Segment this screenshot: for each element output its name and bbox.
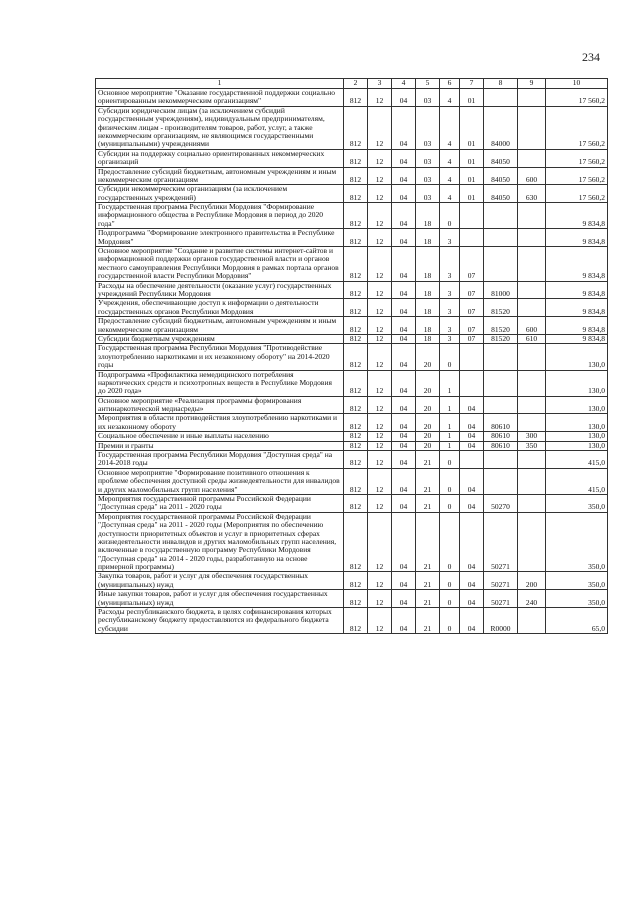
row-expense-type: [518, 494, 546, 512]
row-subprogram: 0: [440, 451, 460, 469]
header-cell: 5: [416, 79, 440, 89]
row-program: 20: [416, 432, 440, 441]
row-subsection: 04: [392, 149, 416, 167]
row-expense-type: [518, 281, 546, 299]
row-amount: 9 834,8: [546, 334, 608, 343]
row-expense-type: [518, 247, 546, 282]
row-subsection: 04: [392, 572, 416, 590]
row-direction: 80610: [484, 432, 518, 441]
row-section: 12: [368, 317, 392, 335]
row-ministry-code: 812: [344, 229, 368, 247]
table-row: [96, 317, 608, 335]
row-direction: [484, 89, 518, 107]
row-program: 18: [416, 203, 440, 229]
row-subprogram: 4: [440, 167, 460, 185]
row-section: 12: [368, 512, 392, 572]
row-section: 12: [368, 370, 392, 396]
row-measure: 04: [460, 572, 484, 590]
row-direction: 50270: [484, 494, 518, 512]
row-expense-type: [518, 89, 546, 107]
row-description: Субсидии юридическим лицам (за исключением субсидий государственным учреждениям), индивидуальным предпринимателям, физическим лицам - производителям товаров, работ, услуг, а также некоммерческим организациям, не являющимся государственными (муниципальными) учреждениями: [96, 106, 344, 149]
row-program: 20: [416, 441, 440, 450]
row-subsection: 04: [392, 512, 416, 572]
row-ministry-code: 812: [344, 608, 368, 634]
row-amount: 17 560,2: [546, 149, 608, 167]
table-row: [96, 149, 608, 167]
row-ministry-code: 812: [344, 167, 368, 185]
table-row: [96, 185, 608, 203]
row-direction: 84050: [484, 167, 518, 185]
row-direction: [484, 468, 518, 494]
row-subsection: 04: [392, 451, 416, 469]
row-measure: 04: [460, 414, 484, 432]
table-row: [96, 299, 608, 317]
row-subprogram: 0: [440, 344, 460, 370]
header-cell: 8: [484, 79, 518, 89]
row-subsection: 04: [392, 185, 416, 203]
row-subsection: 04: [392, 441, 416, 450]
table-row: [96, 396, 608, 414]
row-section: 12: [368, 149, 392, 167]
row-direction: 81520: [484, 299, 518, 317]
row-ministry-code: 812: [344, 299, 368, 317]
row-program: 21: [416, 608, 440, 634]
row-ministry-code: 812: [344, 572, 368, 590]
row-ministry-code: 812: [344, 494, 368, 512]
row-amount: 350,0: [546, 572, 608, 590]
header-cell: 4: [392, 79, 416, 89]
row-program: 21: [416, 494, 440, 512]
row-subsection: 04: [392, 608, 416, 634]
row-amount: 9 834,8: [546, 247, 608, 282]
row-section: 12: [368, 494, 392, 512]
table-row: [96, 432, 608, 441]
row-direction: 84000: [484, 106, 518, 149]
row-subsection: 04: [392, 432, 416, 441]
row-description: Основное мероприятие «Реализация программы формирования антинаркотической медиасреды»: [96, 396, 344, 414]
row-direction: [484, 451, 518, 469]
row-expense-type: [518, 106, 546, 149]
row-subprogram: 3: [440, 334, 460, 343]
row-subprogram: 4: [440, 185, 460, 203]
row-program: 21: [416, 451, 440, 469]
row-expense-type: 600: [518, 167, 546, 185]
row-measure: 04: [460, 512, 484, 572]
row-section: 12: [368, 451, 392, 469]
row-description: Основное мероприятие "Формирование позитивного отношения к проблеме обеспечения доступной среды жизнедеятельности для инвалидов и других маломобильных групп населения": [96, 468, 344, 494]
row-subsection: 04: [392, 414, 416, 432]
row-ministry-code: 812: [344, 317, 368, 335]
row-program: 21: [416, 590, 440, 608]
row-subprogram: 3: [440, 317, 460, 335]
row-section: 12: [368, 468, 392, 494]
row-measure: [460, 229, 484, 247]
header-cell: 2: [344, 79, 368, 89]
row-description: Государственная программа Республики Мордовия "Противодействие злоупотреблению наркотиками и их незаконному обороту" на 2014-2020 годы: [96, 344, 344, 370]
row-amount: 130,0: [546, 396, 608, 414]
row-section: 12: [368, 572, 392, 590]
row-measure: [460, 203, 484, 229]
row-expense-type: [518, 451, 546, 469]
row-description: Основное мероприятие "Создание и развитие системы интернет-сайтов и информационной поддержки органов государственной власти и органов местного самоуправления Республики Мордовия в рамках портала органов государственной власти Республики Мордовия": [96, 247, 344, 282]
row-program: 03: [416, 149, 440, 167]
row-ministry-code: 812: [344, 468, 368, 494]
row-direction: 81520: [484, 334, 518, 343]
row-amount: 9 834,8: [546, 281, 608, 299]
row-measure: [460, 370, 484, 396]
row-measure: 01: [460, 185, 484, 203]
row-section: 12: [368, 106, 392, 149]
row-program: 18: [416, 281, 440, 299]
row-ministry-code: 812: [344, 432, 368, 441]
row-subsection: 04: [392, 299, 416, 317]
row-expense-type: [518, 414, 546, 432]
row-program: 03: [416, 106, 440, 149]
row-measure: 01: [460, 149, 484, 167]
row-description: Мероприятия в области противодействия злоупотреблению наркотиками и их незаконному обороту: [96, 414, 344, 432]
row-amount: 130,0: [546, 432, 608, 441]
table-row: [96, 494, 608, 512]
row-section: 12: [368, 299, 392, 317]
row-direction: 80610: [484, 414, 518, 432]
row-section: 12: [368, 89, 392, 107]
row-amount: 9 834,8: [546, 299, 608, 317]
table-row: [96, 89, 608, 107]
row-expense-type: [518, 229, 546, 247]
row-expense-type: [518, 512, 546, 572]
row-expense-type: 300: [518, 432, 546, 441]
row-section: 12: [368, 396, 392, 414]
row-measure: [460, 451, 484, 469]
row-expense-type: 610: [518, 334, 546, 343]
row-ministry-code: 812: [344, 281, 368, 299]
row-description: Государственная программа Республики Мордовия "Доступная среда" на 2014-2018 годы: [96, 451, 344, 469]
row-measure: 07: [460, 281, 484, 299]
row-program: 20: [416, 414, 440, 432]
row-ministry-code: 812: [344, 149, 368, 167]
row-description: Закупка товаров, работ и услуг для обеспечения государственных (муниципальных) нужд: [96, 572, 344, 590]
row-expense-type: [518, 344, 546, 370]
row-expense-type: 350: [518, 441, 546, 450]
row-subsection: 04: [392, 344, 416, 370]
table-row: [96, 414, 608, 432]
row-subprogram: 0: [440, 512, 460, 572]
row-measure: 04: [460, 396, 484, 414]
table-row: [96, 608, 608, 634]
row-subprogram: 0: [440, 468, 460, 494]
row-description: Основное мероприятие "Оказание государственной поддержки социально ориентированным некоммерческим организациям": [96, 89, 344, 107]
row-description: Учреждения, обеспечивающие доступ к информации о деятельности государственных органов Республики Мордовия: [96, 299, 344, 317]
row-subprogram: 3: [440, 247, 460, 282]
table-row: [96, 106, 608, 149]
row-section: 12: [368, 432, 392, 441]
row-description: Социальное обеспечение и иные выплаты населению: [96, 432, 344, 441]
row-ministry-code: 812: [344, 106, 368, 149]
row-subprogram: 0: [440, 608, 460, 634]
row-subprogram: 1: [440, 414, 460, 432]
row-subprogram: 3: [440, 299, 460, 317]
row-amount: 130,0: [546, 441, 608, 450]
row-expense-type: [518, 370, 546, 396]
row-direction: 84050: [484, 149, 518, 167]
row-subsection: 04: [392, 167, 416, 185]
row-section: 12: [368, 167, 392, 185]
row-description: Предоставление субсидий бюджетным, автономным учреждениям и иным некоммерческим организациям: [96, 167, 344, 185]
row-expense-type: [518, 396, 546, 414]
table-row: [96, 203, 608, 229]
row-section: 12: [368, 414, 392, 432]
row-expense-type: 240: [518, 590, 546, 608]
row-program: 03: [416, 167, 440, 185]
row-amount: 415,0: [546, 451, 608, 469]
row-description: Расходы республиканского бюджета, в целях софинансирования которых республиканскому бюджету предоставляются из федерального бюджета субсидии: [96, 608, 344, 634]
table-row: [96, 512, 608, 572]
row-subsection: 04: [392, 106, 416, 149]
row-program: 20: [416, 344, 440, 370]
row-ministry-code: 812: [344, 185, 368, 203]
row-measure: 07: [460, 334, 484, 343]
row-amount: 17 560,2: [546, 89, 608, 107]
row-program: 20: [416, 370, 440, 396]
row-amount: 17 560,2: [546, 167, 608, 185]
row-amount: 350,0: [546, 512, 608, 572]
row-ministry-code: 812: [344, 512, 368, 572]
row-ministry-code: 812: [344, 441, 368, 450]
table-row: [96, 344, 608, 370]
row-program: 18: [416, 247, 440, 282]
row-amount: 350,0: [546, 494, 608, 512]
row-direction: [484, 396, 518, 414]
row-subprogram: 3: [440, 281, 460, 299]
row-section: 12: [368, 247, 392, 282]
row-subprogram: 0: [440, 590, 460, 608]
row-section: 12: [368, 590, 392, 608]
row-subprogram: 4: [440, 106, 460, 149]
row-subprogram: 1: [440, 370, 460, 396]
row-ministry-code: 812: [344, 396, 368, 414]
row-direction: R0000: [484, 608, 518, 634]
row-direction: [484, 203, 518, 229]
row-section: 12: [368, 281, 392, 299]
row-direction: 81000: [484, 281, 518, 299]
row-direction: [484, 247, 518, 282]
header-cell: 9: [518, 79, 546, 89]
row-measure: 04: [460, 432, 484, 441]
row-measure: 04: [460, 494, 484, 512]
row-amount: 9 834,8: [546, 229, 608, 247]
row-description: Государственная программа Республики Мордовия "Формирование информационного общества в Республике Мордовия в период до 2020 года": [96, 203, 344, 229]
row-subsection: 04: [392, 494, 416, 512]
header-row: [96, 79, 608, 89]
row-program: 20: [416, 396, 440, 414]
row-subsection: 04: [392, 396, 416, 414]
row-amount: 9 834,8: [546, 203, 608, 229]
row-direction: [484, 344, 518, 370]
row-direction: [484, 370, 518, 396]
row-direction: 50271: [484, 590, 518, 608]
row-expense-type: [518, 149, 546, 167]
row-program: 18: [416, 229, 440, 247]
row-section: 12: [368, 608, 392, 634]
row-amount: 415,0: [546, 468, 608, 494]
budget-table: [95, 78, 608, 634]
row-subsection: 04: [392, 247, 416, 282]
row-amount: 130,0: [546, 370, 608, 396]
row-section: 12: [368, 203, 392, 229]
header-cell: 7: [460, 79, 484, 89]
table-row: [96, 451, 608, 469]
row-subprogram: 0: [440, 494, 460, 512]
row-amount: 17 560,2: [546, 185, 608, 203]
row-amount: 17 560,2: [546, 106, 608, 149]
row-subsection: 04: [392, 334, 416, 343]
row-ministry-code: 812: [344, 89, 368, 107]
row-subsection: 04: [392, 468, 416, 494]
row-description: Мероприятия государственной программы Российской Федерации "Доступная среда" на 2011 - 2020 годы (Мероприятия по обеспечению доступности приоритетных объектов и услуг в приоритетных сферах жизнедеятельности инвалидов и других маломобильных групп населения, включенные в государственную программу Республики Мордовия "Доступная среда" на 2014 - 2020 годы, разработанную на основе примерной программы): [96, 512, 344, 572]
row-description: Премии и гранты: [96, 441, 344, 450]
row-subprogram: 3: [440, 229, 460, 247]
row-measure: 07: [460, 317, 484, 335]
row-measure: 01: [460, 106, 484, 149]
header-cell: 10: [546, 79, 608, 89]
row-measure: 01: [460, 89, 484, 107]
table-row: [96, 167, 608, 185]
row-amount: 9 834,8: [546, 317, 608, 335]
row-program: 21: [416, 572, 440, 590]
row-program: 18: [416, 317, 440, 335]
table-row: [96, 247, 608, 282]
row-program: 21: [416, 512, 440, 572]
row-measure: 04: [460, 590, 484, 608]
row-subsection: 04: [392, 317, 416, 335]
row-subsection: 04: [392, 281, 416, 299]
row-subprogram: 1: [440, 441, 460, 450]
header-cell: 3: [368, 79, 392, 89]
row-subprogram: 4: [440, 89, 460, 107]
row-measure: 07: [460, 247, 484, 282]
row-description: Субсидии бюджетным учреждениям: [96, 334, 344, 343]
row-section: 12: [368, 229, 392, 247]
table-row: [96, 334, 608, 343]
row-section: 12: [368, 185, 392, 203]
row-amount: 130,0: [546, 414, 608, 432]
row-subprogram: 1: [440, 432, 460, 441]
row-ministry-code: 812: [344, 414, 368, 432]
row-description: Иные закупки товаров, работ и услуг для обеспечения государственных (муниципальных) нужд: [96, 590, 344, 608]
row-ministry-code: 812: [344, 247, 368, 282]
table-row: [96, 468, 608, 494]
row-direction: 80610: [484, 441, 518, 450]
row-description: Расходы на обеспечение деятельности (оказание услуг) государственных учреждений Республики Мордовия: [96, 281, 344, 299]
row-section: 12: [368, 441, 392, 450]
row-description: Субсидии некоммерческим организациям (за исключением государственных учреждений): [96, 185, 344, 203]
table-row: [96, 590, 608, 608]
row-ministry-code: 812: [344, 344, 368, 370]
row-measure: 07: [460, 299, 484, 317]
row-program: 03: [416, 89, 440, 107]
row-subsection: 04: [392, 203, 416, 229]
row-description: Мероприятия государственной программы Российской Федерации "Доступная среда" на 2011 - 2020 годы: [96, 494, 344, 512]
row-direction: 81520: [484, 317, 518, 335]
row-subsection: 04: [392, 89, 416, 107]
row-subprogram: 1: [440, 396, 460, 414]
row-expense-type: [518, 608, 546, 634]
row-direction: 50271: [484, 572, 518, 590]
row-ministry-code: 812: [344, 203, 368, 229]
page-number: 234: [582, 50, 600, 64]
table-row: [96, 572, 608, 590]
row-amount: 350,0: [546, 590, 608, 608]
row-expense-type: 600: [518, 317, 546, 335]
row-description: Подпрограмма «Профилактика немедицинского потребления наркотических средств и психотропных веществ в Республике Мордовия до 2020 года»: [96, 370, 344, 396]
row-description: Подпрограмма "Формирование электронного правительства в Республике Мордовия": [96, 229, 344, 247]
table-row: [96, 281, 608, 299]
row-program: 21: [416, 468, 440, 494]
row-section: 12: [368, 334, 392, 343]
row-direction: 84050: [484, 185, 518, 203]
row-subsection: 04: [392, 229, 416, 247]
table-row: [96, 441, 608, 450]
row-expense-type: 630: [518, 185, 546, 203]
row-description: Субсидии на поддержку социально ориентированных некоммерческих организаций: [96, 149, 344, 167]
row-ministry-code: 812: [344, 451, 368, 469]
row-description: Предоставление субсидий бюджетным, автономным учреждениям и иным некоммерческим организациям: [96, 317, 344, 335]
header-cell: 1: [96, 79, 344, 89]
row-amount: 130,0: [546, 344, 608, 370]
row-measure: 04: [460, 608, 484, 634]
row-subsection: 04: [392, 590, 416, 608]
row-program: 18: [416, 299, 440, 317]
row-ministry-code: 812: [344, 334, 368, 343]
row-direction: [484, 229, 518, 247]
row-expense-type: 200: [518, 572, 546, 590]
row-ministry-code: 812: [344, 590, 368, 608]
table-row: [96, 229, 608, 247]
row-section: 12: [368, 344, 392, 370]
row-expense-type: [518, 468, 546, 494]
row-amount: 65,0: [546, 608, 608, 634]
row-measure: 04: [460, 441, 484, 450]
row-expense-type: [518, 299, 546, 317]
row-measure: [460, 344, 484, 370]
row-direction: 50271: [484, 512, 518, 572]
row-subprogram: 0: [440, 203, 460, 229]
row-ministry-code: 812: [344, 370, 368, 396]
row-measure: 01: [460, 167, 484, 185]
row-measure: 04: [460, 468, 484, 494]
row-subsection: 04: [392, 370, 416, 396]
row-program: 18: [416, 334, 440, 343]
table-row: [96, 370, 608, 396]
row-subprogram: 4: [440, 149, 460, 167]
row-subprogram: 0: [440, 572, 460, 590]
row-program: 03: [416, 185, 440, 203]
row-expense-type: [518, 203, 546, 229]
header-cell: 6: [440, 79, 460, 89]
